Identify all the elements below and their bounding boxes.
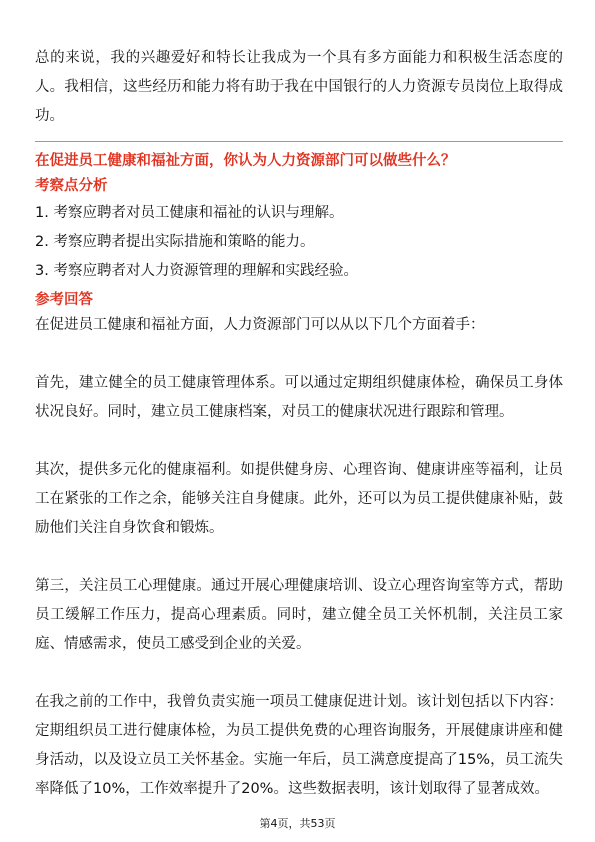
analysis-point: 2. 考察应聘者提出实际措施和策略的能力。 (35, 234, 315, 250)
answer-paragraph: 其次，提供多元化的健康福利。如提供健身房、心理咨询、健康讲座等福利，让员工在紧张的工作之余，能够关注自身健康。此外，还可以为员工提供健康补贴，鼓励他们关注自身饮食和锻炼。 (35, 462, 563, 536)
closing-paragraph: 总的来说，我的兴趣爱好和特长让我成为一个具有多方面能力和积极生活态度的人。我相信，这些经历和能力将有助于我在中国银行的人力资源专员岗位上取得成功。 (35, 50, 563, 124)
page-content (35, 44, 563, 804)
answer-intro: 在促进员工健康和福祉方面，人力资源部门可以从以下几个方面着手： (35, 317, 485, 333)
page-number-footer: 第4页，共53页 (259, 817, 336, 830)
analysis-point: 1. 考察应聘者对员工健康和福祉的认识与理解。 (35, 205, 344, 221)
paragraph-spacer (35, 543, 563, 572)
answer-paragraph: 第三，关注员工心理健康。通过开展心理健康培训、设立心理咨询室等方式，帮助员工缓解工作压力，提高心理素质。同时，建立健全员工关怀机制，关注员工家庭、情感需求，使员工感受到企业的关爱。 (35, 578, 563, 652)
answer-heading: 参考回答 (35, 292, 93, 308)
section-divider (35, 141, 563, 142)
analysis-heading: 考察点分析 (35, 178, 108, 194)
interview-question: 在促进员工健康和福祉方面，你认为人力资源部门可以做些什么？ (35, 153, 456, 169)
answer-paragraph: 首先，建立健全的员工健康管理体系。可以通过定期组织健康体检，确保员工身体状况良好。同时，建立员工健康档案，对员工的健康状况进行跟踪和管理。 (35, 375, 563, 420)
answer-paragraph: 在我之前的工作中，我曾负责实施一项员工健康促进计划。该计划包括以下内容：定期组织员工进行健康体检，为员工提供免费的心理咨询服务，开展健康讲座和健身活动，以及设立员工关怀基金。实施一年后，员工满意度提高了15%，员工流失率降低了10%，工作效率提升了20%。这些数据表明，该计划取得了显著成效。 (35, 694, 563, 797)
analysis-point: 3. 考察应聘者对人力资源管理的理解和实践经验。 (35, 263, 358, 279)
paragraph-spacer (35, 659, 563, 688)
paragraph-spacer (35, 340, 563, 369)
paragraph-spacer (35, 427, 563, 456)
analysis-points-list (35, 199, 563, 286)
